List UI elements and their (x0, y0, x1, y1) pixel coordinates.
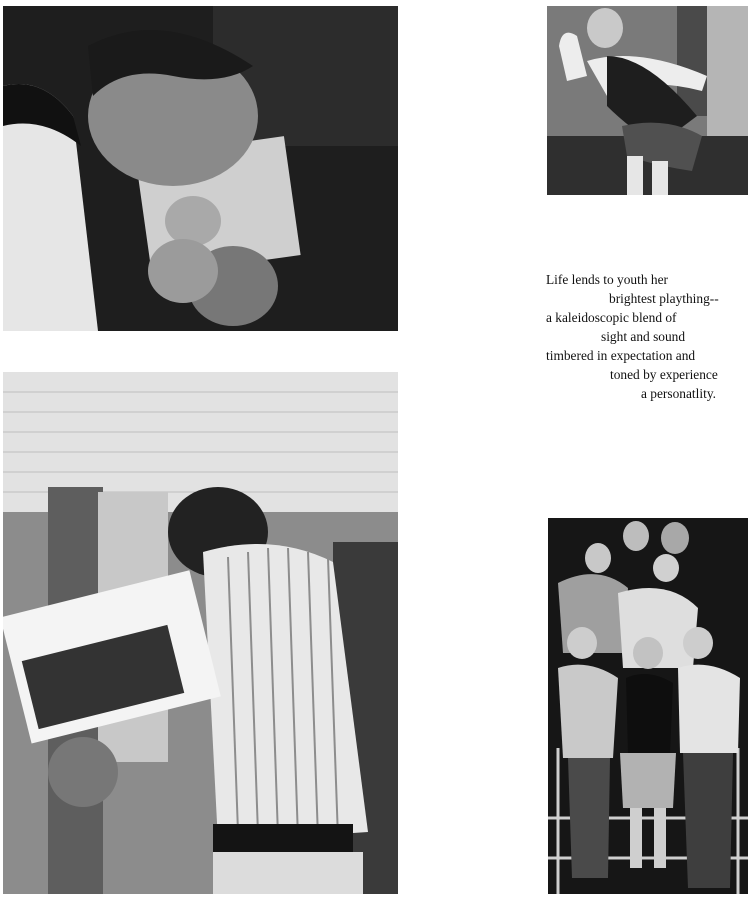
poem-line-5: timbered in expectation and (546, 348, 696, 363)
poem-line-2: brightest plaything-- (609, 291, 719, 306)
photo-group-on-stairs (548, 518, 748, 894)
poem-line-1: Life lends to youth her (546, 272, 668, 287)
poem-line-3: a kaleidoscopic blend of (546, 310, 677, 325)
photo-boy-at-locker (3, 372, 398, 894)
photo-boy-at-desk (3, 6, 398, 331)
poem-line-7: a personatlity. (641, 386, 716, 401)
poem-text (546, 270, 746, 403)
photo-girl-posing (547, 6, 748, 195)
poem-line-4: sight and sound (601, 329, 686, 344)
poem-line-6: toned by experience (610, 367, 718, 382)
